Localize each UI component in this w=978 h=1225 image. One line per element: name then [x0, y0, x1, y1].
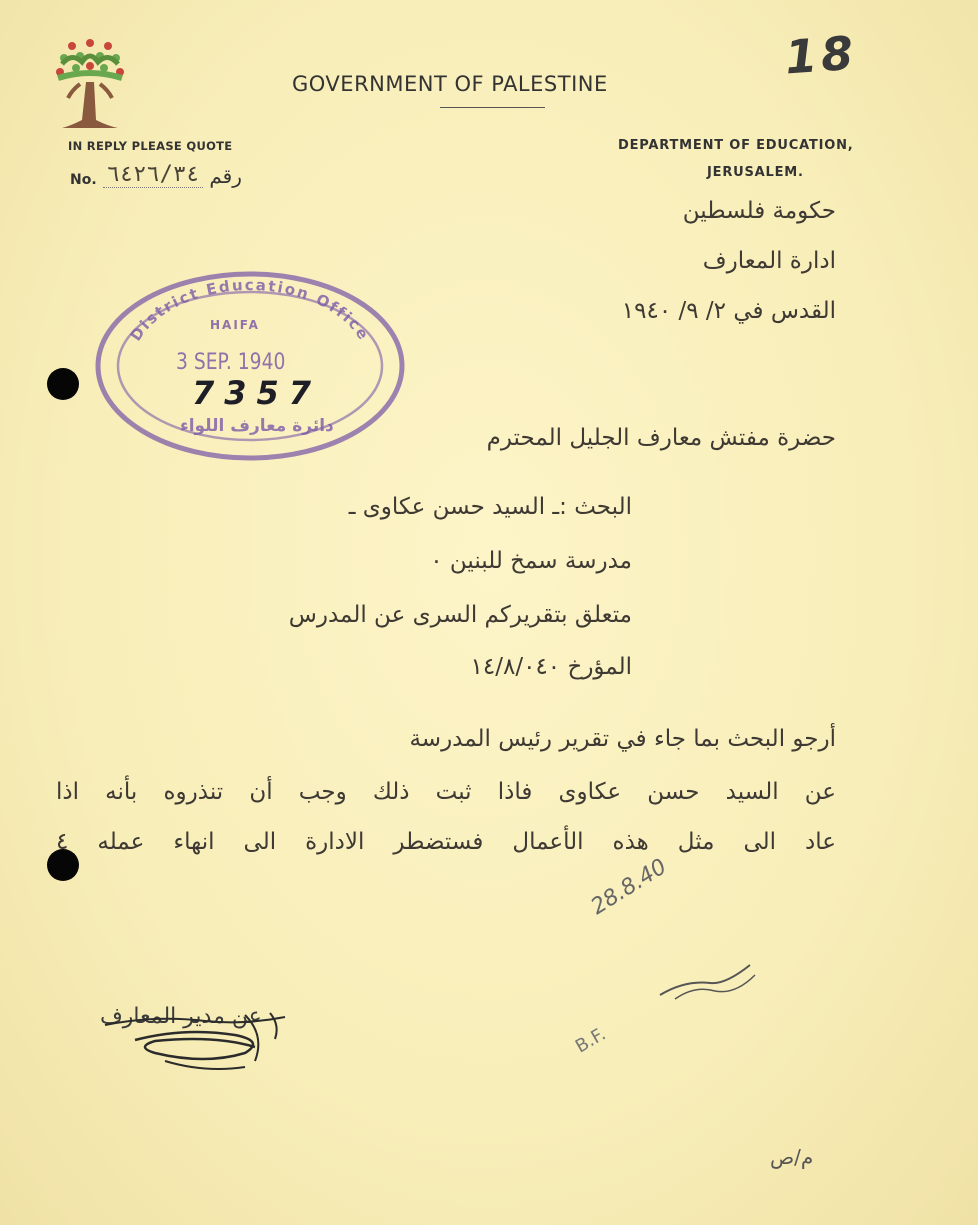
page-number: 18 — [783, 25, 859, 85]
date-line-arabic: القدس في ٢/ ٩/ ١٩٤٠ — [621, 298, 836, 324]
punch-hole — [47, 368, 79, 400]
initials-annotation: B.F. — [571, 1023, 610, 1058]
government-arabic: حكومة فلسطين — [682, 198, 836, 224]
reference-number — [70, 162, 242, 188]
government-title: GOVERNMENT OF PALESTINE — [292, 72, 608, 96]
subject-line: البحث :ـ السيد حسن عكاوى ـ — [348, 494, 632, 520]
paragraph-line: عن السيد حسن عكاوى فاذا ثبت ذلك وجب أن تنذروه بأنه اذا — [56, 779, 836, 805]
handwritten-signature — [95, 995, 305, 1085]
reference-label-arabic: رقم — [209, 164, 242, 188]
title-rule — [440, 107, 545, 108]
svg-text:District Education Office — [127, 276, 374, 344]
stamp-date: 3 SEP. 1940 — [176, 350, 286, 375]
reference-value: ٦٤٢٦/٣٤ — [103, 162, 204, 188]
subject-line: مدرسة سمخ للبنين ٠ — [430, 548, 632, 574]
stamp-arabic-text: دائرة معارف اللواء — [180, 416, 334, 436]
signature-title: عن مدير المعارف — [100, 1004, 262, 1029]
no-label: No. — [70, 172, 97, 188]
salutation: حضرة مفتش معارف الجليل المحترم — [486, 425, 836, 451]
paragraph-line: أرجو البحث بما جاء في تقرير رئيس المدرسة — [409, 726, 836, 752]
stamp-arc-text: District Education Office — [126, 275, 374, 345]
margin-scribble — [655, 955, 765, 1005]
department-arabic: ادارة المعارف — [702, 248, 836, 274]
footer-mark: م/ص — [770, 1145, 814, 1169]
stamp-handwritten-number: 7357 — [192, 374, 322, 412]
subject-line: المؤرخ ١٤/٨/٠٤٠ — [470, 654, 632, 680]
received-stamp — [92, 268, 408, 464]
margin-date-annotation: 28.8.40 — [586, 854, 672, 920]
stamp-city: HAIFA — [210, 318, 260, 332]
archive-logo — [52, 38, 128, 134]
paragraph-line: عاد الى مثل هذه الأعمال فستضطر الادارة الى انهاء عمله ٤ — [56, 829, 836, 855]
subject-line: متعلق بتقريركم السرى عن المدرس — [288, 602, 632, 628]
reply-quote-label: IN REPLY PLEASE QUOTE — [68, 139, 233, 153]
department-city: JERUSALEM. — [707, 165, 804, 180]
department-name: DEPARTMENT OF EDUCATION, — [618, 138, 854, 153]
